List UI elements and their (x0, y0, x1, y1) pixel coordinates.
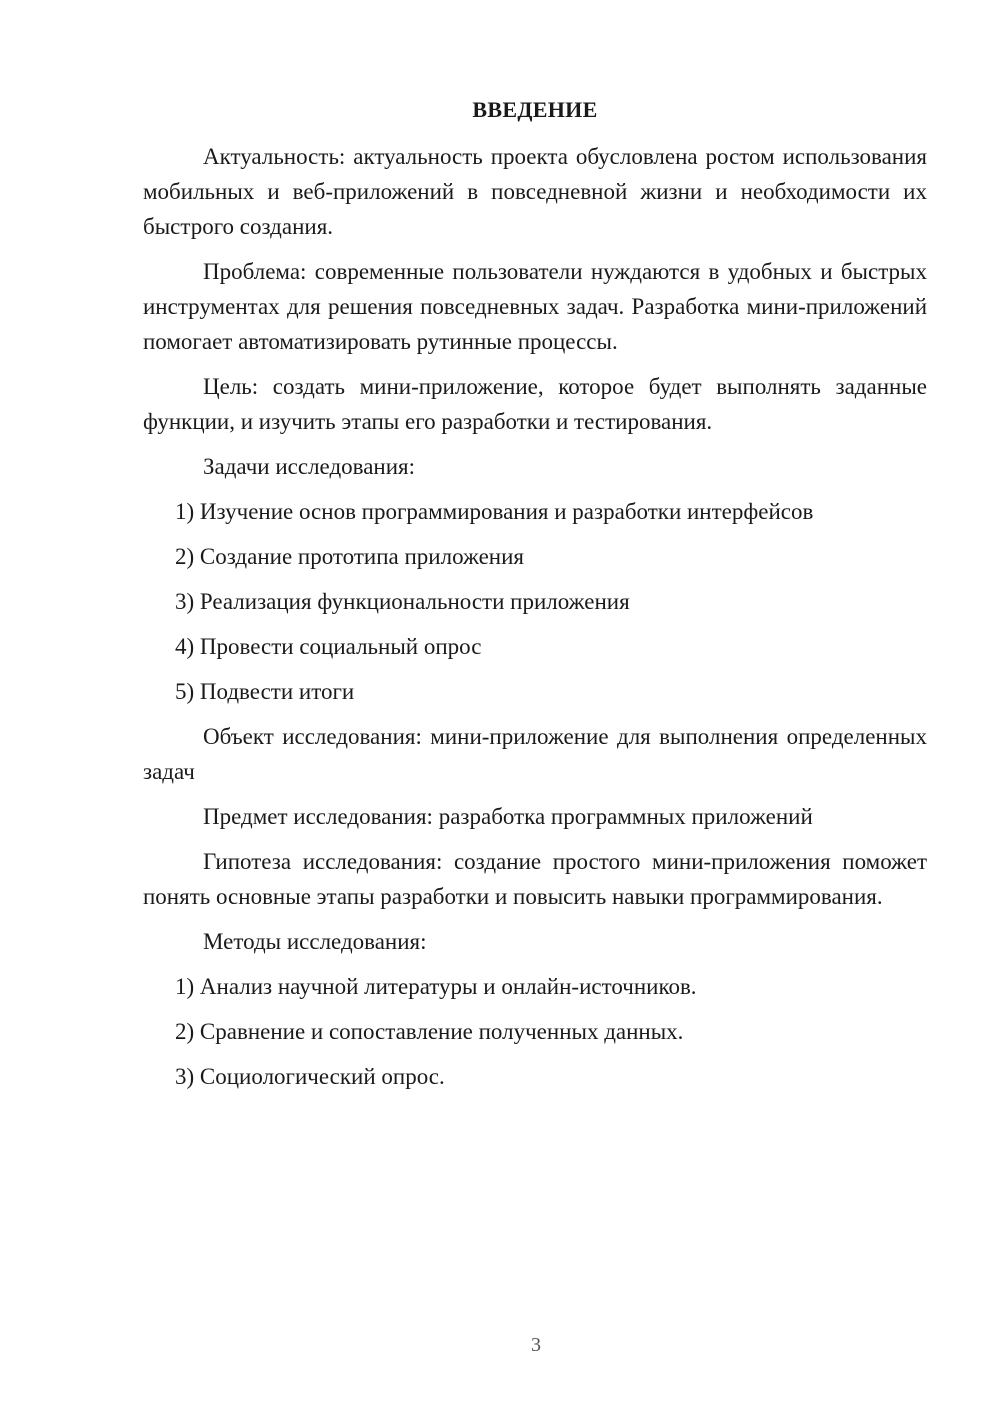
method-item: 2) Сравнение и сопоставление полученных данных. (175, 1019, 684, 1044)
methods-heading: Методы исследования: (203, 929, 427, 954)
page-title: ВВЕДЕНИЕ (472, 97, 598, 122)
goal-paragraph: Цель: создать мини-приложение, которое будет выполнять заданные функции, и изучить этапы его разработки и тестирования. (143, 374, 927, 434)
tasks-heading: Задачи исследования: (203, 454, 416, 479)
task-item: 1) Изучение основ программирования и разработки интерфейсов (175, 499, 814, 524)
task-item: 3) Реализация функциональности приложения (175, 589, 630, 614)
object-paragraph: Объект исследования: мини-приложение для выполнения определенных задач (143, 724, 927, 784)
task-item: 4) Провести социальный опрос (175, 634, 482, 659)
page-content (143, 95, 927, 1104)
task-item: 5) Подвести итоги (175, 679, 355, 704)
relevance-paragraph: Актуальность: актуальность проекта обусловлена ростом использования мобильных и веб-приложений в повседневной жизни и необходимости их быстрого создания. (143, 144, 927, 239)
method-item: 3) Социологический опрос. (175, 1064, 445, 1089)
task-item: 2) Создание прототипа приложения (175, 544, 524, 569)
problem-paragraph: Проблема: современные пользователи нуждаются в удобных и быстрых инструментах для решения повседневных задач. Разработка мини-приложений помогает автоматизировать рутинные процессы. (143, 259, 927, 354)
page-number: 3 (531, 1334, 541, 1356)
method-item: 1) Анализ научной литературы и онлайн-источников. (175, 974, 697, 999)
hypothesis-paragraph: Гипотеза исследования: создание простого мини-приложения поможет понять основные этапы разработки и повысить навыки программирования. (143, 849, 927, 909)
subject-paragraph: Предмет исследования: разработка программных приложений (203, 804, 813, 829)
